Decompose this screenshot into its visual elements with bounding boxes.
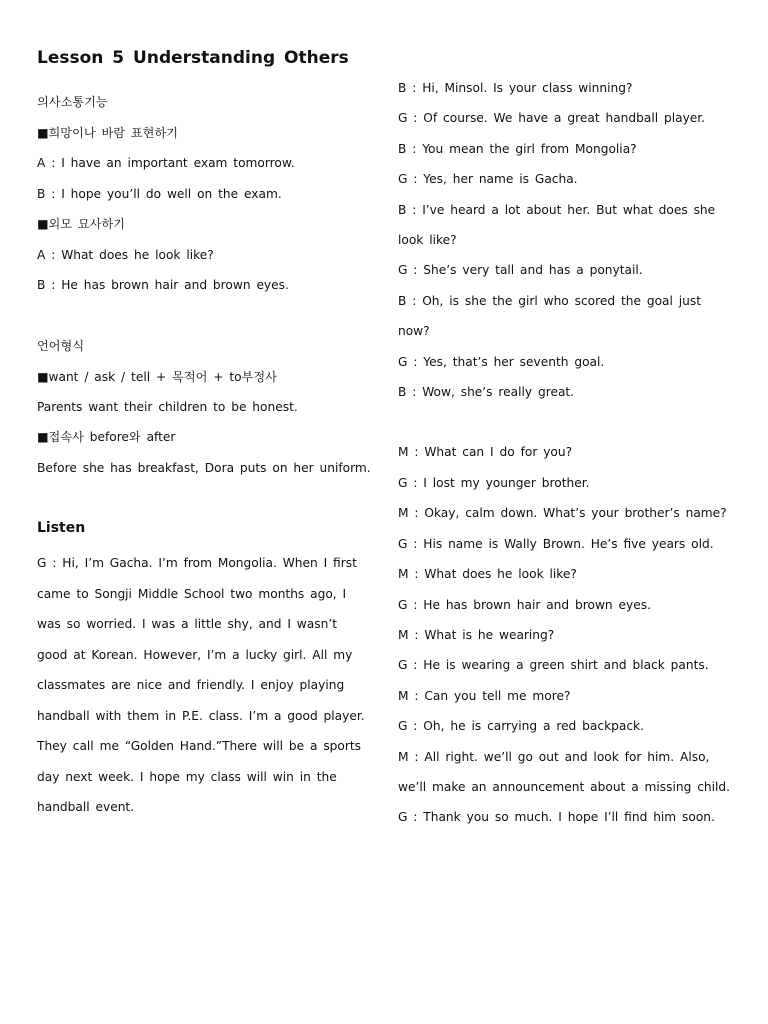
dialogue-line: G : Yes, her name is Gacha. xyxy=(398,172,578,186)
dialogue-line: M : Okay, calm down. What’s your brother’s name? xyxy=(398,506,727,520)
bullet-heading-conjunction: ■접속사 before와 after xyxy=(37,430,176,444)
dialogue-line: now? xyxy=(398,324,430,338)
dialogue-line: G : Yes, that’s her seventh goal. xyxy=(398,355,605,369)
dialogue-line: B : Wow, she’s really great. xyxy=(398,385,575,399)
dialogue-line: look like? xyxy=(398,233,457,247)
dialogue-line: M : What is he wearing? xyxy=(398,628,555,642)
dialogue-line: B : Hi, Minsol. Is your class winning? xyxy=(398,81,633,95)
dialogue-line: A : What does he look like? xyxy=(37,248,214,262)
dialogue-line: G : Thank you so much. I hope I’ll find him soon. xyxy=(398,810,715,824)
dialogue-line: B : I hope you’ll do well on the exam. xyxy=(37,187,282,201)
dialogue-line: M : All right. we’ll go out and look for him. Also, xyxy=(398,750,710,764)
dialogue-line: G : She’s very tall and has a ponytail. xyxy=(398,263,643,277)
example-sentence: Parents want their children to be honest. xyxy=(37,400,298,414)
section-label-communication: 의사소통기능 xyxy=(37,95,108,109)
dialogue-line: we’ll make an announcement about a missing child. xyxy=(398,780,731,794)
dialogue-line: B : You mean the girl from Mongolia? xyxy=(398,142,637,156)
listen-heading: Listen xyxy=(37,520,86,536)
section-label-grammar: 언어형식 xyxy=(37,339,85,353)
dialogue-line: G : I lost my younger brother. xyxy=(398,476,590,490)
dialogue-line: M : Can you tell me more? xyxy=(398,689,571,703)
bullet-heading-infinitive: ■want / ask / tell + 목적어 + to부정사 xyxy=(37,370,277,384)
dialogue-line: A : I have an important exam tomorrow. xyxy=(37,156,295,170)
example-sentence: Before she has breakfast, Dora puts on her uniform. xyxy=(37,461,371,475)
bullet-heading-hope: ■희망이나 바람 표현하기 xyxy=(37,126,178,140)
dialogue-line: G : Oh, he is carrying a red backpack. xyxy=(398,719,644,733)
dialogue-line: G : His name is Wally Brown. He’s five years old. xyxy=(398,537,714,551)
dialogue-line: M : What can I do for you? xyxy=(398,445,573,459)
lesson-title: Lesson 5 Understanding Others xyxy=(37,48,349,68)
listen-paragraph: G : Hi, I’m Gacha. I’m from Mongolia. When I first came to Songji Middle School two months ago, I was so worried. I was a little shy, and I wasn’t good at Korean. However, I’m a lucky girl. All my classmates are nice and friendly. I enjoy playing handball with them in P.E. class. I’m a good player. They call me “Golden Hand.”There will be a sports day next week. I hope my class will win in the handball event. xyxy=(37,556,365,814)
dialogue-line: G : He has brown hair and brown eyes. xyxy=(398,598,651,612)
dialogue-line: M : What does he look like? xyxy=(398,567,577,581)
bullet-heading-appearance: ■외모 묘사하기 xyxy=(37,217,126,231)
dialogue-line: B : He has brown hair and brown eyes. xyxy=(37,278,289,292)
dialogue-line: G : Of course. We have a great handball player. xyxy=(398,111,706,125)
dialogue-line: B : I’ve heard a lot about her. But what does she xyxy=(398,203,716,217)
dialogue-line: B : Oh, is she the girl who scored the goal just xyxy=(398,294,702,308)
dialogue-line: G : He is wearing a green shirt and black pants. xyxy=(398,658,709,672)
